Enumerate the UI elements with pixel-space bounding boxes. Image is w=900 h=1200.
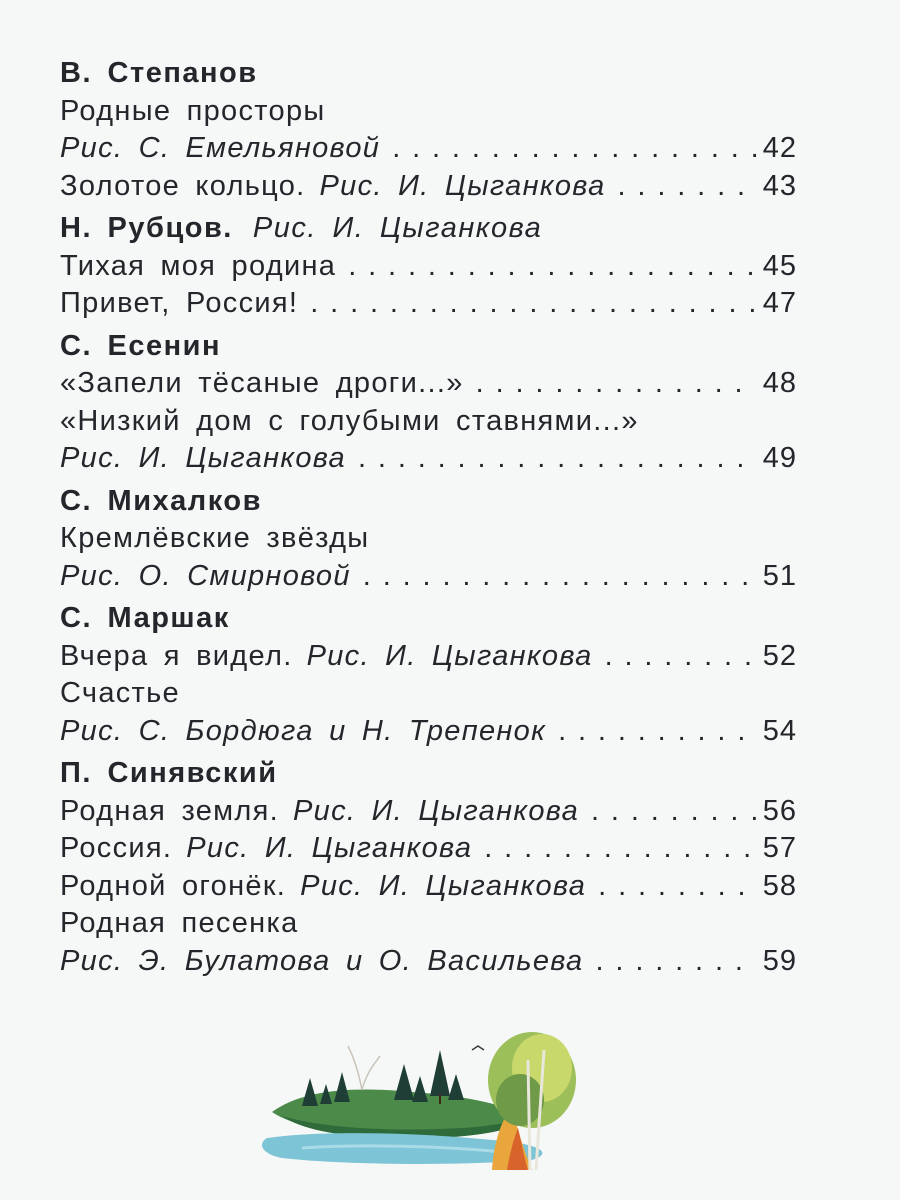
illustrator-credit: Рис. И. Цыганкова [300, 869, 587, 902]
illustrator-credit: Рис. И. Цыганкова [293, 794, 579, 827]
author-heading [60, 210, 797, 248]
author-heading [60, 600, 797, 638]
toc-entry[interactable] [60, 440, 797, 478]
dot-leader [605, 638, 757, 676]
work-title: Привет, Россия! [60, 287, 299, 319]
landscape-illustration-icon [262, 1020, 582, 1170]
dot-leader [558, 713, 757, 751]
toc-entry[interactable] [60, 248, 797, 286]
toc-entry[interactable] [60, 943, 797, 981]
toc-title-line [60, 93, 797, 131]
author-name: С. Есенин [60, 329, 222, 362]
author-name: Н. Рубцов. [60, 212, 233, 244]
work-title: Родная земля. [60, 794, 280, 827]
author-name: П. Синявский [60, 757, 278, 789]
author-heading [60, 55, 797, 93]
work-title: «Запели тёсаные дроги...» [60, 367, 464, 399]
work-title: Счастье [60, 677, 180, 709]
page-number: 47 [762, 287, 797, 319]
toc-entry[interactable] [60, 713, 797, 751]
page-number: 59 [762, 944, 797, 977]
dot-leader [363, 558, 757, 596]
toc-entry[interactable] [60, 130, 797, 168]
toc-title-line [60, 905, 797, 943]
page-number: 48 [762, 367, 797, 399]
dot-leader [484, 830, 756, 868]
illustrator-credit: Рис. И. Цыганкова [60, 442, 346, 474]
illustrator-credit: Рис. И. Цыганкова [319, 169, 606, 202]
work-title: Кремлёвские звёзды [60, 522, 370, 554]
work-title: Родная песенка [60, 907, 299, 939]
author-name: С. Михалков [60, 484, 262, 517]
author-heading [60, 483, 797, 521]
page-number: 56 [762, 794, 797, 827]
work-title: «Низкий дом с голубыми ставнями...» [60, 404, 639, 437]
page-number: 54 [762, 714, 797, 747]
dot-leader [618, 168, 757, 206]
illustrator-credit: Рис. Э. Булатова и О. Васильева [60, 944, 584, 977]
illustrator-credit: Рис. С. Бордюга и Н. Трепенок [60, 714, 547, 747]
toc-title-line [60, 675, 797, 713]
dot-leader [310, 285, 756, 323]
author-heading [60, 328, 797, 366]
page-number: 45 [762, 249, 797, 282]
page-number: 52 [762, 639, 797, 672]
work-title: Россия. [60, 832, 173, 864]
work-title: Золотое кольцо. [60, 169, 306, 202]
dot-leader [476, 365, 757, 403]
author-name: С. Маршак [60, 602, 230, 634]
toc-entry[interactable] [60, 285, 797, 323]
page-number: 49 [762, 442, 797, 474]
toc-title-line [60, 403, 797, 441]
page-number: 58 [762, 869, 797, 902]
page-number: 57 [762, 832, 797, 864]
page-number: 43 [762, 169, 797, 202]
toc-entry[interactable] [60, 365, 797, 403]
toc-entry[interactable] [60, 868, 797, 906]
work-title: Родной огонёк. [60, 869, 287, 902]
author-heading [60, 755, 797, 793]
work-title: Тихая моя родина [60, 249, 337, 282]
dot-leader [595, 943, 756, 981]
illustrator-credit: Рис. И. Цыганкова [306, 639, 593, 672]
author-name: В. Степанов [60, 57, 258, 89]
toc-entry[interactable] [60, 168, 797, 206]
toc-entry[interactable] [60, 638, 797, 676]
illustrator-credit: Рис. С. Емельяновой [60, 132, 381, 164]
illustrator-credit: Рис. И. Цыганкова [252, 212, 543, 244]
work-title: Вчера я видел. [60, 639, 293, 672]
dot-leader [358, 440, 757, 478]
dot-leader [348, 248, 757, 286]
toc-entry[interactable] [60, 558, 797, 596]
toc-entry[interactable] [60, 830, 797, 868]
work-title: Родные просторы [60, 94, 326, 127]
illustrator-credit: Рис. О. Смирновой [60, 559, 351, 592]
toc-entry[interactable] [60, 793, 797, 831]
dot-leader [392, 130, 757, 168]
illustrator-credit: Рис. И. Цыганкова [186, 832, 473, 864]
table-of-contents [60, 55, 797, 980]
page-number: 51 [762, 559, 797, 592]
page-number: 42 [762, 132, 797, 164]
dot-leader [598, 868, 757, 906]
dot-leader [591, 793, 757, 831]
toc-title-line [60, 520, 797, 558]
